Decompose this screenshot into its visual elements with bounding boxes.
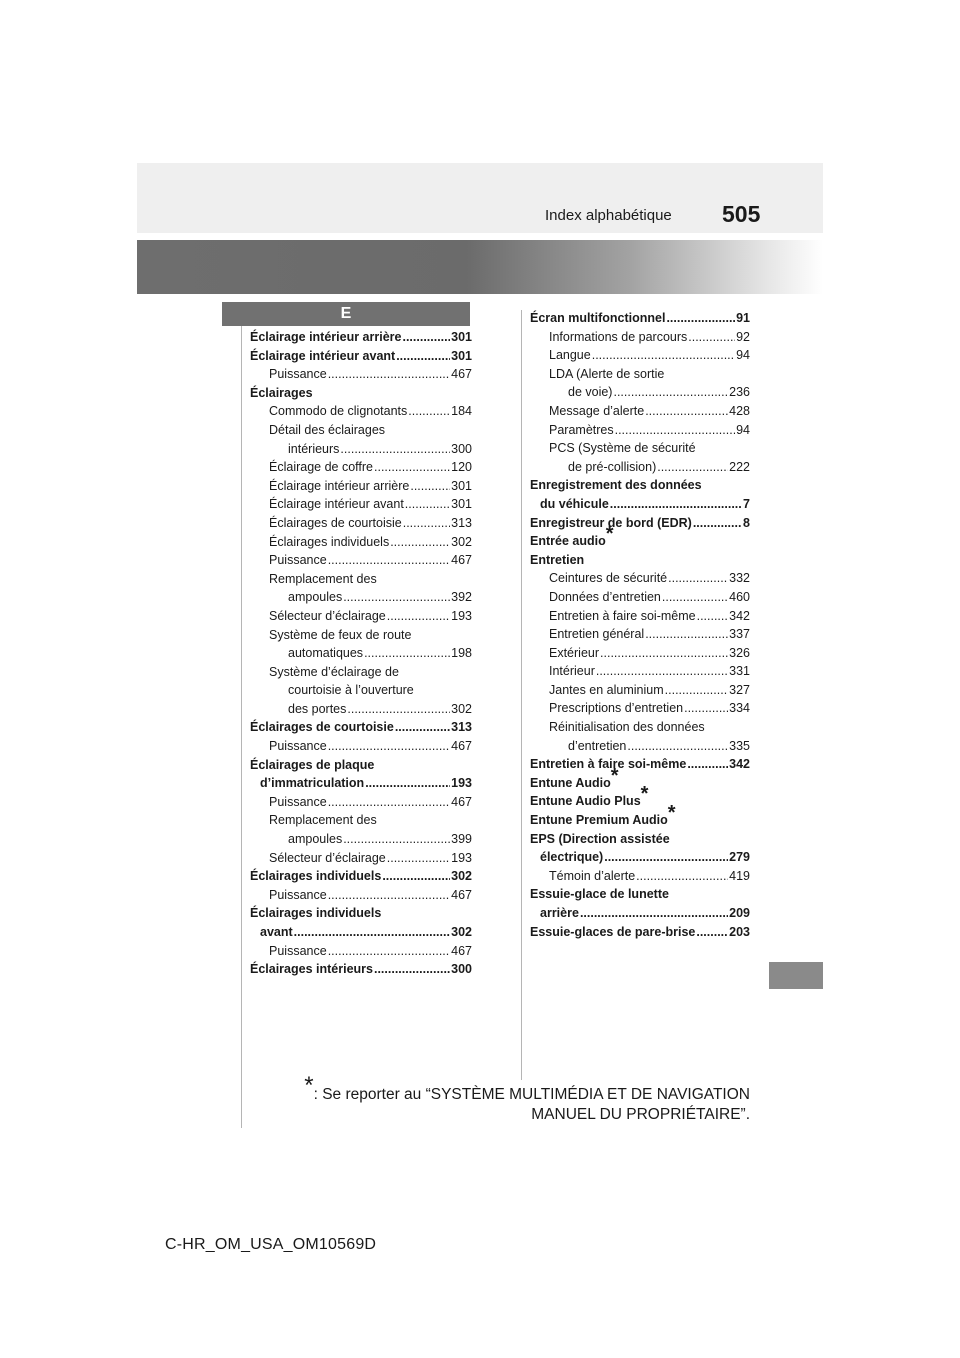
index-entry-text: Éclairages intérieurs — [250, 962, 373, 977]
index-page-number: 193 — [451, 776, 472, 791]
index-entry — [250, 440, 472, 459]
index-entry — [530, 588, 750, 607]
index-entry — [250, 551, 472, 570]
index-entry-text: d’immatriculation — [260, 776, 365, 791]
index-entry-text: Intérieur — [549, 664, 595, 679]
index-entry — [250, 718, 472, 737]
index-entry-text: Puissance — [269, 367, 327, 382]
index-entry-text: Remplacement des — [269, 571, 377, 586]
index-entry-text: Éclairage intérieur arrière — [269, 478, 410, 493]
index-page-number: 300 — [451, 962, 472, 977]
index-entry — [250, 347, 472, 366]
index-column-right — [530, 309, 750, 941]
section-thumb-tab — [769, 962, 823, 989]
index-entry-text: Éclairage intérieur avant — [269, 497, 404, 512]
index-entry — [250, 681, 472, 700]
dot-leader — [387, 607, 450, 626]
index-entry-text: Éclairage intérieur avant — [250, 348, 396, 363]
dot-leader — [405, 495, 450, 514]
dot-leader — [403, 514, 450, 533]
index-entry — [250, 644, 472, 663]
index-entry-text: Écran multifonctionnel — [530, 311, 666, 325]
index-entry-text: LDA (Alerte de sortie — [549, 366, 665, 381]
index-entry — [250, 514, 472, 533]
footnote-marker: * — [304, 1072, 314, 1099]
index-entry — [250, 588, 472, 607]
index-entry — [250, 421, 472, 440]
index-entry-text: automatiques — [288, 646, 364, 661]
index-page-number: 467 — [451, 553, 472, 568]
index-entry-text: ampoules — [288, 832, 343, 847]
index-entry-text: Entune Premium Audio — [530, 813, 668, 828]
index-page-number: 467 — [451, 794, 472, 809]
index-page-number: 428 — [729, 403, 750, 418]
index-page-number: 334 — [729, 701, 750, 716]
dot-leader — [592, 346, 735, 365]
dot-leader — [328, 793, 450, 812]
dot-leader — [387, 849, 450, 868]
header-gradient-band — [137, 240, 823, 294]
footnote-line-1: : Se reporter au “SYSTÈME MULTIMÉDIA ET DE NAVIGATION — [313, 1086, 750, 1103]
index-entry-text: Informations de parcours — [549, 329, 688, 344]
index-page-number: 301 — [451, 497, 472, 512]
index-entry-text: intérieurs — [288, 441, 340, 456]
index-entry — [530, 476, 750, 495]
index-page-number: 302 — [451, 534, 472, 549]
index-entry — [530, 439, 750, 458]
index-page-number: 193 — [451, 608, 472, 623]
index-page-number: 203 — [729, 924, 750, 939]
dot-leader — [645, 625, 728, 644]
index-page-number: 327 — [729, 682, 750, 697]
index-entry — [250, 904, 472, 923]
index-page-number: 8 — [743, 515, 750, 530]
index-entry — [250, 811, 472, 830]
index-entry-text: arrière — [540, 906, 579, 920]
index-entry — [250, 477, 472, 496]
index-entry-text: électrique) — [540, 850, 604, 865]
dot-leader — [580, 904, 728, 923]
index-page-number: 301 — [451, 348, 472, 363]
index-entry-text: Éclairages individuels — [250, 869, 382, 884]
index-entry-text: Puissance — [269, 553, 327, 568]
dot-leader — [343, 830, 450, 849]
index-page-number: 198 — [451, 646, 472, 661]
index-page-number: 209 — [729, 906, 750, 920]
dot-leader — [390, 533, 450, 552]
dot-leader — [328, 886, 450, 905]
dot-leader — [613, 383, 728, 402]
index-entry — [250, 886, 472, 905]
index-entry — [250, 756, 472, 775]
document-code: C-HR_OM_USA_OM10569D — [165, 1236, 377, 1253]
index-entry-text: Entretien à faire soi-même — [549, 608, 696, 623]
index-entry-text: Éclairages — [250, 385, 313, 400]
dot-leader — [408, 402, 450, 421]
index-entry — [530, 365, 750, 384]
section-letter-heading: E — [222, 302, 470, 326]
index-entry — [250, 402, 472, 421]
dot-leader — [596, 662, 728, 681]
center-column-rule — [521, 310, 522, 1080]
index-entry — [250, 774, 472, 793]
index-entry-text: Entretien général — [549, 627, 645, 642]
index-entry-text: PCS (Système de sécurité — [549, 441, 696, 456]
index-entry-text: Éclairage intérieur arrière — [250, 330, 402, 344]
dot-leader — [636, 867, 728, 886]
index-entry-text: Éclairages individuels — [269, 534, 390, 549]
index-entry — [530, 383, 750, 402]
index-entry-text: des portes — [288, 701, 347, 716]
index-entry-text: Prescriptions d’entretien — [549, 701, 684, 716]
index-entry — [530, 346, 750, 365]
index-entry — [530, 783, 750, 811]
index-entry — [530, 923, 750, 942]
index-page-number: 313 — [451, 515, 472, 530]
index-entry — [250, 570, 472, 589]
index-page-number: 94 — [736, 348, 750, 363]
dot-leader — [693, 514, 742, 533]
index-page-number: 302 — [451, 701, 472, 716]
index-entry — [250, 384, 472, 403]
index-entry — [530, 514, 750, 533]
index-entry — [250, 328, 472, 347]
index-page-number: 419 — [729, 868, 750, 883]
dot-leader — [687, 755, 728, 774]
index-entry — [530, 699, 750, 718]
dot-leader — [666, 309, 735, 328]
index-entry-text: Puissance — [269, 739, 327, 754]
index-page-number: 91 — [736, 311, 750, 325]
dot-leader — [294, 923, 450, 942]
dot-leader — [328, 551, 450, 570]
index-entry-text: Sélecteur d’éclairage — [269, 850, 386, 865]
index-page-number: 342 — [729, 757, 750, 772]
index-entry-text: Langue — [549, 348, 591, 363]
dot-leader — [600, 644, 728, 663]
dot-leader — [347, 700, 450, 719]
left-column-rule — [241, 310, 242, 1128]
dot-leader — [668, 569, 728, 588]
dot-leader — [688, 328, 735, 347]
dot-leader — [382, 867, 450, 886]
index-entry-text: Extérieur — [549, 645, 600, 660]
index-entry-text: Entune Audio — [530, 775, 611, 790]
dot-leader — [610, 495, 742, 514]
index-entry — [530, 421, 750, 440]
index-page-number: 342 — [729, 608, 750, 623]
index-page-number: 467 — [451, 887, 472, 902]
index-page-number: 331 — [729, 664, 750, 679]
index-entry-text: Entretien — [530, 552, 585, 567]
dot-leader — [627, 737, 728, 756]
index-entry-text: Puissance — [269, 887, 327, 902]
index-entry-text: Paramètres — [549, 422, 614, 437]
index-entry — [250, 533, 472, 552]
dot-leader — [665, 681, 728, 700]
index-page-number: 94 — [736, 422, 750, 437]
footnote-line-2: MANUEL DU PROPRIÉTAIRE”. — [531, 1106, 750, 1123]
index-page-number: 313 — [451, 720, 472, 735]
index-entry-text: EPS (Direction assistée — [530, 831, 670, 846]
index-entry-text: de voie) — [568, 385, 613, 400]
index-page-number: 184 — [451, 404, 472, 419]
index-page-number: 7 — [743, 496, 750, 511]
dot-leader — [697, 607, 729, 626]
index-page-number: 467 — [451, 739, 472, 754]
index-entry-text: Enregistrement des données — [530, 478, 702, 493]
dot-leader — [657, 458, 728, 477]
index-page-number: 120 — [451, 460, 472, 475]
index-page-number: 92 — [736, 329, 750, 344]
index-entry-text: Essuie-glaces de pare-brise — [530, 924, 696, 939]
index-entry — [250, 458, 472, 477]
index-entry — [250, 830, 472, 849]
index-entry — [250, 663, 472, 682]
index-entry-text: Enregistreur de bord (EDR) — [530, 515, 692, 530]
index-entry-text: Remplacement des — [269, 813, 377, 828]
index-page-number: 302 — [451, 925, 472, 939]
index-page-number: 337 — [729, 627, 750, 642]
index-entry-text: Commodo de clignotants — [269, 404, 408, 419]
footnote — [300, 1072, 750, 1125]
index-entry-text: courtoisie à l’ouverture — [288, 683, 414, 698]
index-entry — [530, 848, 750, 867]
index-entry-text: Puissance — [269, 943, 327, 958]
index-entry — [250, 626, 472, 645]
dot-leader — [364, 644, 450, 663]
index-entry-text: Système d’éclairage de — [269, 664, 399, 679]
asterisk-marker: * — [605, 523, 614, 546]
dot-leader — [343, 588, 450, 607]
index-entry-text: Essuie-glace de lunette — [530, 887, 669, 902]
index-entry-text: Jantes en aluminium — [549, 682, 664, 697]
dot-leader — [328, 737, 450, 756]
index-entry-text: du véhicule — [540, 496, 609, 511]
dot-leader — [696, 923, 728, 942]
index-entry — [530, 662, 750, 681]
index-entry — [530, 644, 750, 663]
dot-leader — [402, 328, 450, 347]
index-entry-text: Message d’alerte — [549, 403, 645, 418]
index-entry-text: Sélecteur d’éclairage — [269, 608, 386, 623]
index-page-number: 236 — [729, 385, 750, 400]
dot-leader — [615, 421, 735, 440]
page-header-title: Index alphabétique — [545, 207, 672, 224]
index-entry — [250, 793, 472, 812]
index-entry — [530, 681, 750, 700]
index-column-left — [250, 328, 472, 979]
index-page-number: 335 — [729, 738, 750, 753]
dot-leader — [328, 365, 450, 384]
index-entry-text: Éclairages de courtoisie — [269, 515, 402, 530]
index-entry — [530, 569, 750, 588]
index-entry — [530, 802, 750, 830]
index-entry-text: Ceintures de sécurité — [549, 571, 668, 586]
dot-leader — [604, 848, 728, 867]
index-page-number: 467 — [451, 943, 472, 958]
index-page-number: 392 — [451, 590, 472, 605]
index-entry — [530, 885, 750, 904]
index-page-number: 467 — [451, 367, 472, 382]
index-entry — [250, 923, 472, 942]
index-entry-text: ampoules — [288, 590, 343, 605]
index-page-number: 301 — [451, 330, 472, 344]
header-background — [137, 163, 823, 233]
index-entry-text: Éclairages de courtoisie — [250, 720, 394, 735]
index-page-number: 399 — [451, 832, 472, 847]
dot-leader — [684, 699, 728, 718]
index-entry — [530, 737, 750, 756]
index-page-number: 279 — [729, 850, 750, 865]
index-page-number: 193 — [451, 850, 472, 865]
dot-leader — [340, 440, 450, 459]
asterisk-marker: * — [640, 783, 649, 806]
index-page-number: 300 — [451, 441, 472, 456]
index-page-number: 302 — [451, 869, 472, 884]
index-entry-text: Détail des éclairages — [269, 422, 386, 437]
dot-leader — [396, 347, 450, 366]
index-entry-text: Entrée audio — [530, 534, 606, 549]
index-entry — [250, 607, 472, 626]
index-entry — [250, 737, 472, 756]
dot-leader — [328, 942, 450, 961]
asterisk-marker: * — [667, 802, 676, 825]
index-entry — [250, 960, 472, 979]
index-entry-text: de pré-collision) — [568, 459, 657, 474]
index-entry — [250, 495, 472, 514]
index-page-number: 326 — [729, 645, 750, 660]
page-number: 505 — [722, 201, 761, 227]
index-entry — [530, 867, 750, 886]
index-entry-text: Éclairages de plaque — [250, 757, 375, 772]
index-entry — [530, 625, 750, 644]
dot-leader — [645, 402, 728, 421]
dot-leader — [662, 588, 728, 607]
index-entry — [250, 849, 472, 868]
dot-leader — [365, 774, 450, 793]
index-entry — [250, 867, 472, 886]
index-entry-text: d’entretien — [568, 738, 627, 753]
index-entry — [530, 328, 750, 347]
index-page-number: 222 — [729, 459, 750, 474]
index-entry-text: Entune Audio Plus — [530, 794, 641, 809]
dot-leader — [374, 458, 450, 477]
index-entry — [530, 402, 750, 421]
index-entry — [530, 458, 750, 477]
dot-leader — [410, 477, 450, 496]
index-entry — [530, 607, 750, 626]
index-entry — [530, 309, 750, 328]
index-entry — [250, 942, 472, 961]
index-entry-text: avant — [260, 925, 293, 939]
index-page-number: 301 — [451, 478, 472, 493]
index-entry — [530, 495, 750, 514]
index-page-number: 460 — [729, 589, 750, 604]
index-entry — [250, 365, 472, 384]
dot-leader — [395, 718, 450, 737]
asterisk-marker: * — [610, 764, 619, 787]
index-entry — [530, 904, 750, 923]
index-entry — [530, 551, 750, 570]
index-entry — [530, 718, 750, 737]
index-entry-text: Témoin d’alerte — [549, 868, 636, 883]
index-entry — [530, 523, 750, 551]
index-entry-text: Éclairage de coffre — [269, 460, 373, 475]
index-entry-text: Puissance — [269, 794, 327, 809]
index-entry-text: Données d’entretien — [549, 589, 661, 604]
index-entry — [250, 700, 472, 719]
index-entry-text: Entretien à faire soi-même — [530, 757, 687, 772]
index-entry-text: Éclairages individuels — [250, 906, 382, 921]
index-entry-text: Réinitialisation des données — [549, 720, 705, 735]
index-page-number: 332 — [729, 571, 750, 586]
index-entry — [530, 830, 750, 849]
dot-leader — [374, 960, 450, 979]
index-entry-text: Système de feux de route — [269, 627, 412, 642]
index-entry — [530, 755, 750, 774]
